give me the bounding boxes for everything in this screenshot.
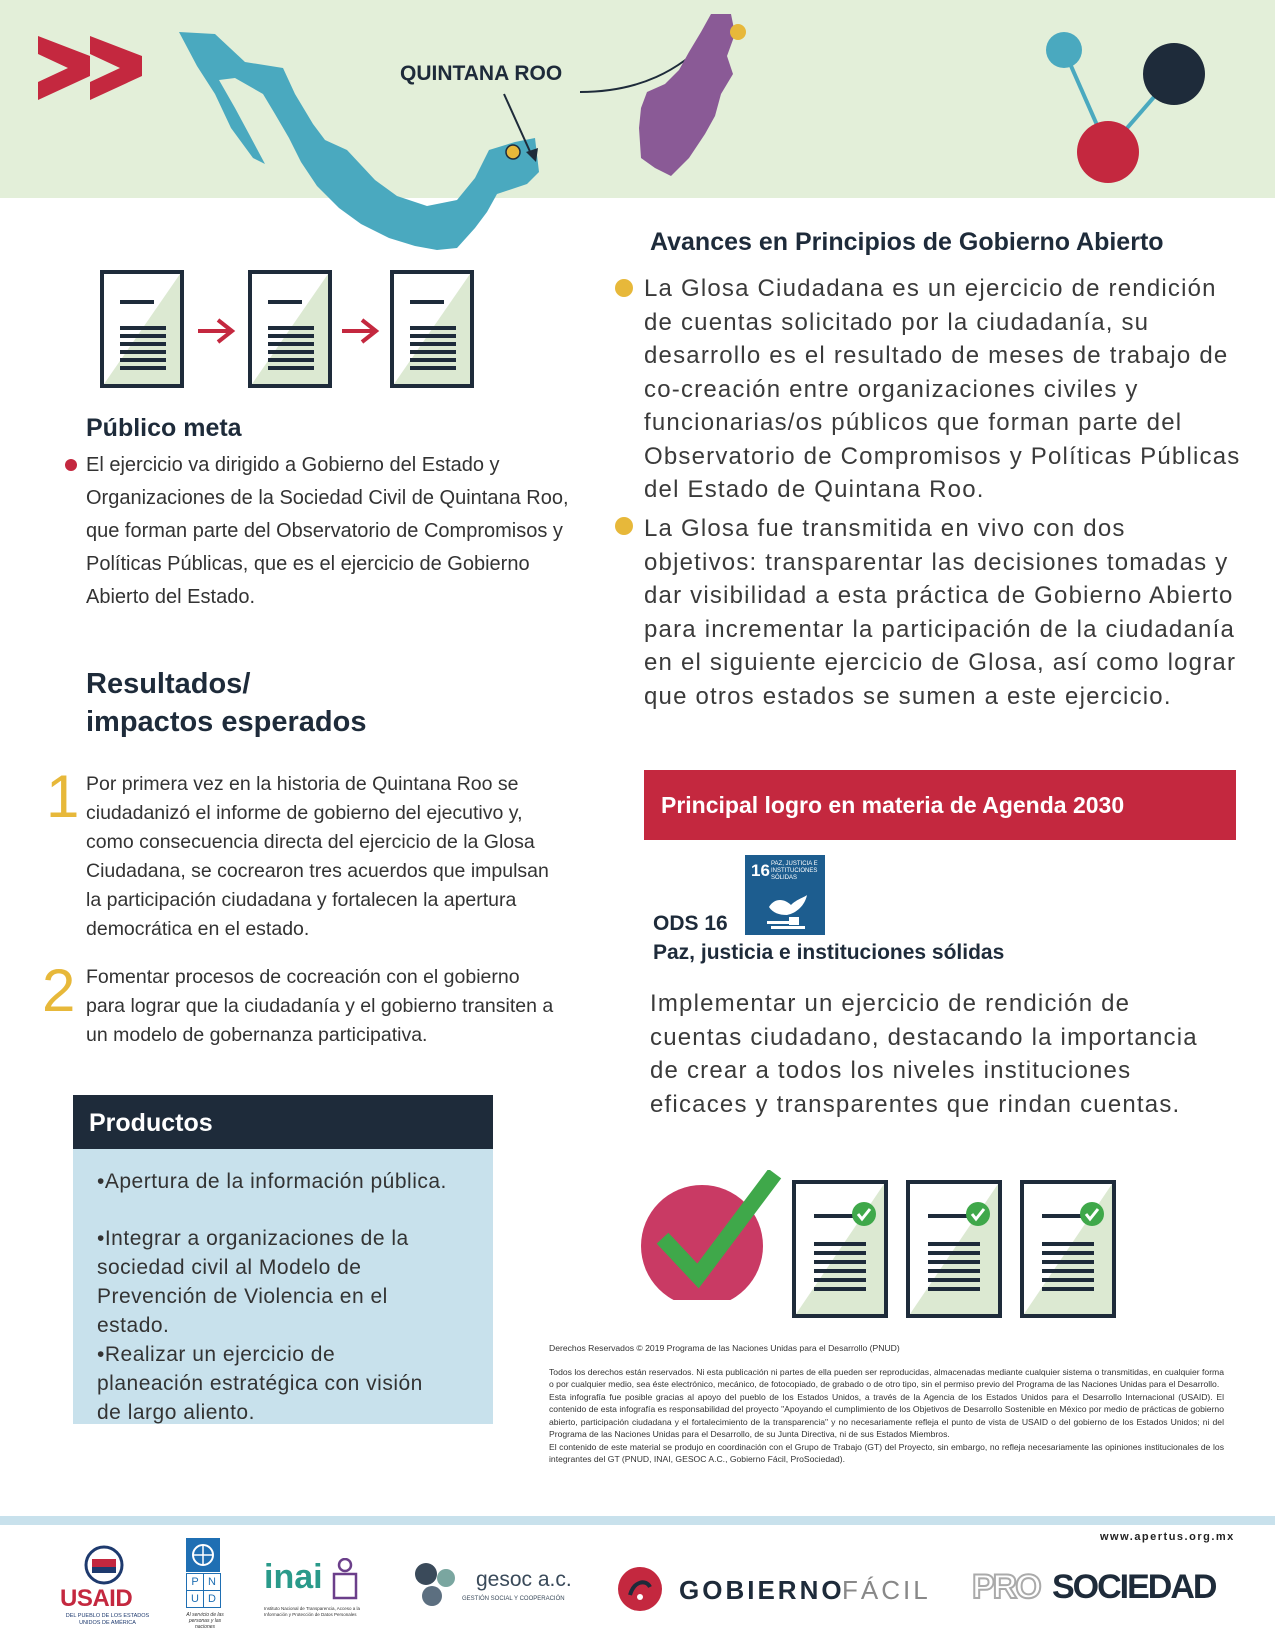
- pnud-letter: D: [203, 1590, 221, 1608]
- website-link[interactable]: www.apertus.org.mx: [1100, 1531, 1235, 1543]
- usaid-text: USAID: [60, 1585, 133, 1612]
- pnud-subtext: Al servicio de las personas y las naciones: [186, 1612, 224, 1630]
- network-molecule-icon: [1040, 30, 1240, 190]
- publico-title: Público meta: [86, 414, 242, 442]
- state-label: QUINTANA ROO: [400, 62, 563, 85]
- gesoc-swirl-icon: [410, 1558, 462, 1610]
- inai-figure-icon: [330, 1558, 360, 1602]
- document-icon: [248, 270, 332, 388]
- document-icon: [390, 270, 474, 388]
- pnud-logo: [186, 1538, 222, 1642]
- legal-copyright: Derechos Reservados © 2019 Programa de las Naciones Unidas para el Desarrollo (PNUD): [549, 1343, 900, 1353]
- check-circle-icon: [1079, 1201, 1105, 1227]
- ods-badge-number: 16: [751, 861, 770, 880]
- legal-paragraph: Esta infografía fue posible gracias al apoyo del pueblo de los Estados Unidos, a través de la Agencia de los Estados Unidos para el Desarrollo Internacional (USAID). El contenido de esta infografía es responsabilidad del proyecto "Apoyando el cumplimiento de los Objetivos de Desarrollo Sostenible en México por medio de prácticas de gobierno abierto, participación ciudadana y el fortalecimiento de la transparencia" y no necesariamente refleja el punto de vista de USAID o del gobierno de los Estados Unidos; ni del Programa de las Naciones Unidas para el Desarrollo, de su Junta Directiva, ni de sus Estados Miembros.: [549, 1391, 1224, 1439]
- legal-block: [549, 1342, 1224, 1466]
- avances-item: La Glosa Ciudadana es un ejercicio de rendición de cuentas solicitado por la ciudadanía, su desarrollo es el resultado de meses de trabajo de co-creación entre organizaciones civiles y funcionarias/os públicos que forman parte del Observatorio de Compromisos y Políticas Públicas del Estado de Quintana Roo.: [644, 275, 1241, 503]
- inai-wordmark: inai: [264, 1558, 323, 1596]
- gobierno-facil-emblem-icon: [616, 1565, 664, 1613]
- ods-label: ODS 16: [653, 912, 728, 935]
- result-number: 2: [42, 957, 76, 1024]
- resultados-title-line1: Resultados/: [86, 668, 251, 700]
- productos-title: Productos: [89, 1109, 213, 1137]
- resultados-title-line2: impactos esperados: [86, 706, 367, 738]
- pointer-arrow-icon: [500, 90, 550, 170]
- resultados-title: [86, 665, 366, 741]
- pnud-letter: U: [186, 1590, 204, 1608]
- bullet-dot: [615, 279, 633, 297]
- bullet-dot: [65, 459, 77, 471]
- prosociedad-logo: [972, 1566, 1252, 1610]
- ods-badge-text: PAZ, JUSTICIA E INSTITUCIONES SÓLIDAS: [771, 861, 818, 881]
- footer-divider: [0, 1516, 1275, 1525]
- un-emblem-icon: [186, 1538, 220, 1572]
- dove-gavel-icon: [761, 893, 811, 931]
- big-check-icon: [640, 1170, 790, 1300]
- arrow-right-icon: [340, 316, 382, 346]
- agenda-title: Principal logro en materia de Agenda 2030: [661, 792, 1125, 818]
- ods-16-badge: [745, 855, 825, 935]
- productos-item: •Integrar a organizaciones de la sociedad civil al Modelo de Prevención de Violencia en el estado.: [97, 1227, 409, 1337]
- facil-text: FÁCIL: [842, 1575, 931, 1605]
- agenda-description: Implementar un ejercicio de rendición de cuentas ciudadano, destacando la importancia de crear a todos los niveles instituciones eficaces y transparentes que rindan cuentas.: [650, 990, 1198, 1118]
- ods-name: Paz, justicia e instituciones sólidas: [653, 941, 1005, 964]
- sociedad-text: SOCIEDAD: [1052, 1568, 1216, 1606]
- avances-item: La Glosa fue transmitida en vivo con dos objetivos: transparentar las decisiones tomadas y dar visibilidad a esta práctica de Gobierno Abierto para incrementar la participación de la ciudadanía en el siguiente ejercicio de Glosa, así como lograr que otros estados se sumen a este ejercicio.: [644, 515, 1237, 710]
- productos-panel: [73, 1149, 493, 1424]
- gesoc-wordmark: gesoc a.c.: [476, 1568, 572, 1591]
- inai-logo: [264, 1558, 374, 1628]
- result-text: Fomentar procesos de cocreación con el gobierno para lograr que la ciudadanía y el gobierno transiten a un modelo de gobernanza participativa.: [86, 966, 554, 1046]
- double-chevron-icon: [38, 36, 146, 100]
- productos-item: •Apertura de la información pública.: [97, 1170, 447, 1193]
- check-circle-icon: [965, 1201, 991, 1227]
- productos-header: [73, 1095, 493, 1149]
- gesoc-logo: [410, 1558, 570, 1618]
- usaid-wordmark: [60, 1585, 132, 1613]
- usaid-logo: [60, 1545, 150, 1635]
- bullet-dot: [615, 517, 633, 535]
- arrow-right-icon: [196, 316, 238, 346]
- agenda-banner: [644, 770, 1236, 840]
- inai-subtext: Instituto Nacional de Transparencia, Acceso a la Información y Protección de Datos Personales: [264, 1606, 361, 1617]
- quintana-roo-map: [635, 8, 755, 183]
- productos-item: •Realizar un ejercicio de planeación estratégica con visión de largo aliento.: [97, 1343, 423, 1424]
- avances-title: Avances en Principios de Gobierno Abierto: [650, 228, 1164, 256]
- check-circle-icon: [851, 1201, 877, 1227]
- gesoc-subtext: GESTIÓN SOCIAL Y COOPERACIÓN: [462, 1596, 565, 1602]
- usaid-subtext: DEL PUEBLO DE LOS ESTADOS UNIDOS DE AMÉRICA: [65, 1613, 150, 1626]
- pro-text: PRO: [972, 1568, 1040, 1606]
- gobierno-facil-logo: [616, 1565, 936, 1615]
- legal-paragraph: Todos los derechos están reservados. Ni esta publicación ni partes de ella pueden ser reproducidas, almacenadas mediante cualquier sistema o transmitidas, en cualquier forma o por cualquier medio, sea éste electrónico, mecánico, de fotocopiado, de grabado o de otro tipo, sin el permiso previo del Programa de las Naciones Unidas para el Desarrollo.: [549, 1366, 1224, 1389]
- gobierno-text: GOBIERNO: [679, 1575, 845, 1605]
- document-icon: [100, 270, 184, 388]
- legal-paragraph: El contenido de este material se produjo en coordinación con el Grupo de Trabajo (GT) del Proyecto, sin embargo, no refleja necesariamente las opiniones institucionales de los integrantes del GT (PNUD, INAI, GESOC A.C., Gobierno Fácil, ProSociedad).: [549, 1441, 1224, 1464]
- usaid-seal-icon: [84, 1545, 124, 1585]
- result-text: Por primera vez en la historia de Quintana Roo se ciudadanizó el informe de gobierno del ejecutivo y, como consecuencia directa del ejercicio de la Glosa Ciudadana, se cocrearon tres acuerdos que impulsan la participación ciudadana y fortalecen la apertura democrática en el estado.: [86, 773, 549, 940]
- publico-text: El ejercicio va dirigido a Gobierno del Estado y Organizaciones de la Sociedad Civil de Quintana Roo, que forman parte del Observatorio de Compromisos y Políticas Públicas, que es el ejercicio de Gobierno Abierto del Estado.: [86, 454, 569, 608]
- result-number: 1: [46, 763, 80, 830]
- pnud-letter: P: [186, 1573, 204, 1591]
- pnud-letter: N: [203, 1573, 221, 1591]
